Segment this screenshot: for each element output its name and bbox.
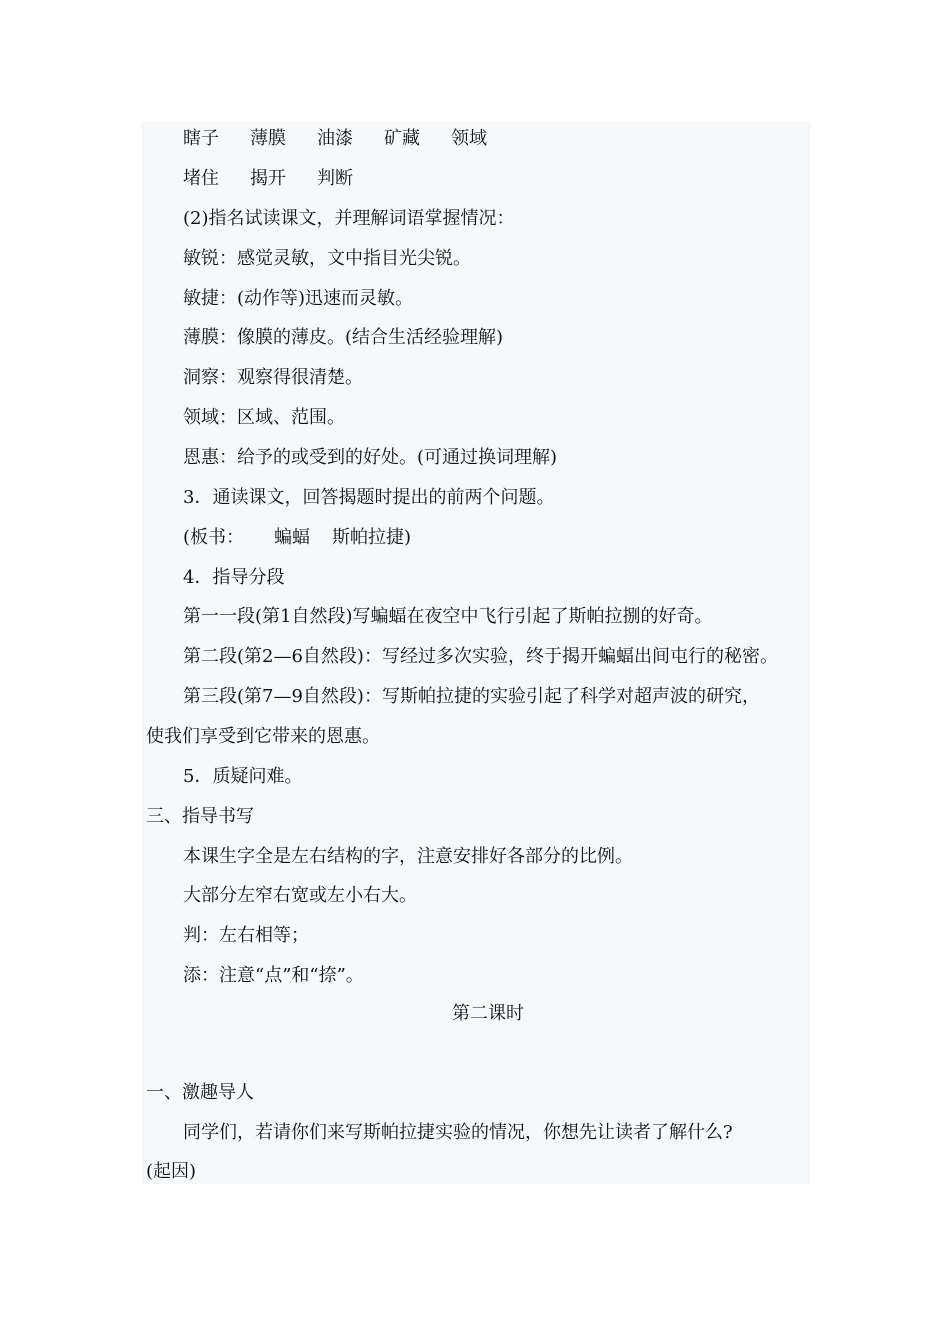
- writing-note-3: 判：左右相等；: [183, 925, 309, 946]
- vocab-word: 揭开: [250, 168, 286, 189]
- blackboard-note: [183, 526, 411, 550]
- definition-minjie: 敏捷：(动作等)迅速而灵敏。: [183, 288, 414, 309]
- section-heading-3: 三、指导书写: [146, 806, 254, 827]
- question-answer: (起因): [146, 1161, 197, 1182]
- vocab-word: 矿藏: [384, 128, 420, 149]
- step-5: 5．质疑问难。: [183, 766, 303, 787]
- question-line: 同学们，若请你们来写斯帕拉捷实验的情况，你想先让读者了解什么?: [183, 1122, 733, 1143]
- vocab-word: 瞎子: [183, 128, 219, 149]
- lesson-2-title: 第二课时: [452, 1003, 524, 1024]
- definition-dongcha: 洞察：观察得很清楚。: [183, 367, 363, 388]
- vocab-word: 油漆: [317, 128, 353, 149]
- board-name: 斯帕拉捷): [332, 527, 412, 548]
- paragraph-section-3-cont: 使我们享受到它带来的恩惠。: [146, 726, 380, 747]
- vocab-row-1: [183, 127, 487, 151]
- definition-lingyu: 领域：区域、范围。: [183, 407, 345, 428]
- definition-minrui: 敏锐：感觉灵敏，文中指目光尖锐。: [183, 248, 471, 269]
- writing-note-4: 添：注意“点”和“捺”。: [183, 965, 364, 986]
- definition-enhui: 恩惠：给予的或受到的好处。(可通过换词理解): [183, 447, 558, 468]
- paragraph-section-2: 第二段(第2—6自然段)：写经过多次实验，终于揭开蝙蝠出间屯行的秘密。: [183, 646, 778, 667]
- step-4: 4．指导分段: [183, 567, 285, 588]
- section-heading-1: 一、激趣导人: [146, 1082, 254, 1103]
- vocab-word: 判断: [317, 168, 353, 189]
- paragraph-section-3: 第三段(第7—9自然段)：写斯帕拉捷的实验引起了科学对超声波的研究，: [183, 686, 760, 707]
- vocab-word: 堵住: [183, 168, 219, 189]
- vocab-word: 领域: [451, 128, 487, 149]
- board-label: (板书：: [183, 527, 245, 548]
- vocab-word: 薄膜: [250, 128, 286, 149]
- paragraph-section-1: 第一一段(第1自然段)写蝙蝠在夜空中飞行引起了斯帕拉捌的好奇。: [183, 606, 713, 627]
- read-aloud-instruction: (2)指名试读课文，并理解词语掌握情况：: [183, 208, 515, 229]
- definition-baomo: 薄膜：像膜的薄皮。(结合生活经验理解): [183, 327, 504, 348]
- step-3: 3．通读课文，回答揭题时提出的前两个问题。: [183, 487, 555, 508]
- writing-note-1: 本课生字全是左右结构的字，注意安排好各部分的比例。: [183, 846, 633, 867]
- writing-note-2: 大部分左窄右宽或左小右大。: [183, 885, 417, 906]
- board-bat: 蝙蝠: [274, 527, 311, 548]
- vocab-row-2: [183, 167, 353, 191]
